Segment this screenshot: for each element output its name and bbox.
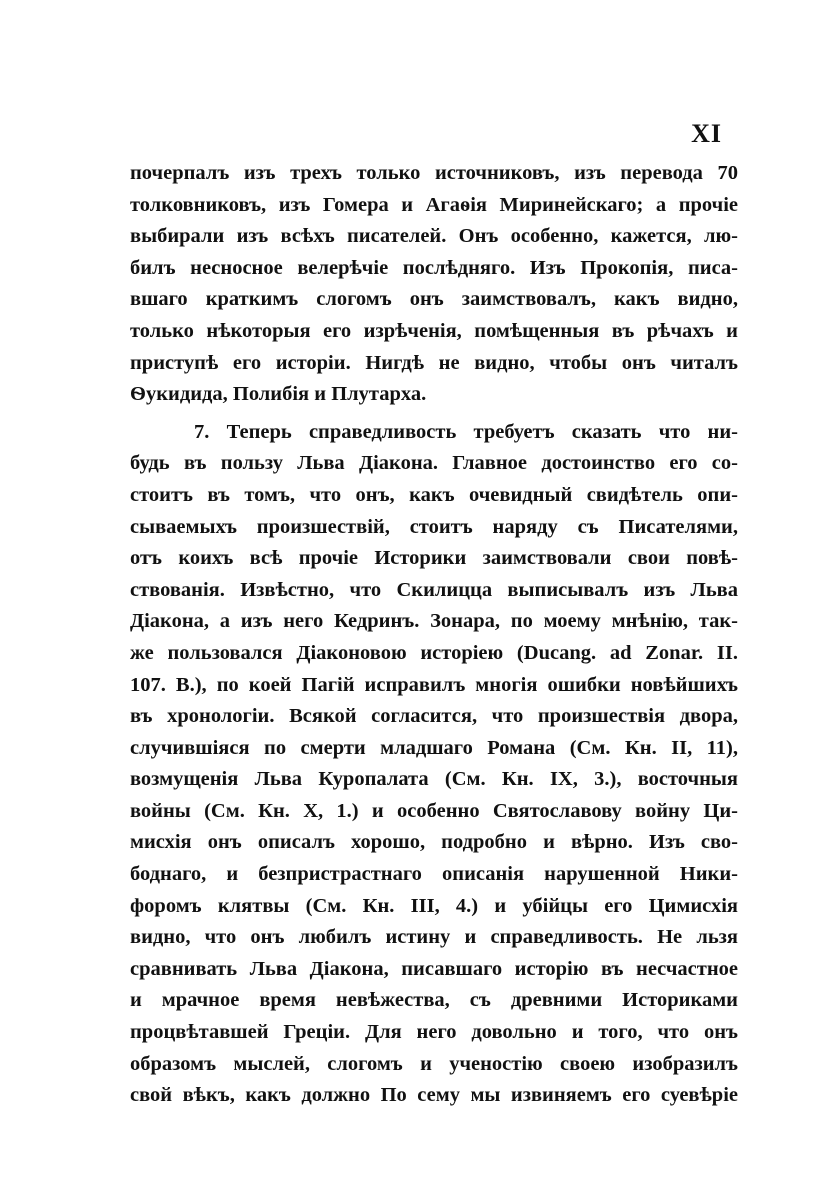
text-line: же пользовался Діаконовою исторіею (Ducang. ad Zonar. II. bbox=[130, 641, 738, 664]
text-line: мисхія онъ описалъ хорошо, подробно и вѣрно. Изъ сво- bbox=[130, 831, 738, 854]
text-line: билъ несносное велерѣчіе послѣдняго. Изъ Прокопія, писа- bbox=[130, 256, 738, 279]
body-text bbox=[130, 158, 738, 1112]
text-line: и мрачное время невѣжества, съ древними Историками bbox=[130, 989, 738, 1012]
text-line: войны (См. Кн. X, 1.) и особенно Святославову войну Ци- bbox=[130, 799, 738, 822]
paragraph-1 bbox=[130, 158, 738, 411]
text-line: только нѣкоторыя его изрѣченія, помѣщенныя въ рѣчахъ и bbox=[130, 319, 738, 342]
text-line: отъ коихъ всѣ прочіе Историки заимствовали свои повѣ- bbox=[130, 547, 738, 570]
text-line: возмущенія Льва Куропалата (См. Кн. IX, 3.), восточныя bbox=[130, 768, 738, 791]
text-line: свой вѣкъ, какъ должно По сему мы извиняемъ его суевѣріе bbox=[130, 1084, 738, 1107]
text-line: Ѳукидида, Полибія и Плутарха. bbox=[130, 383, 427, 406]
text-line: 7. Теперь справедливость требуетъ сказать что ни- bbox=[194, 420, 738, 443]
page-number: XI bbox=[691, 119, 722, 148]
text-line: боднаго, и безпристрастнаго описанія нарушенной Ники- bbox=[130, 863, 738, 886]
text-line: почерпалъ изъ трехъ только источниковъ, изъ перевода 70 bbox=[130, 162, 738, 184]
text-line: будь въ пользу Льва Діакона. Главное достоинство его со- bbox=[130, 452, 738, 475]
text-line: въ хронологіи. Всякой согласится, что произшествія двора, bbox=[130, 705, 738, 728]
text-line: форомъ клятвы (См. Кн. III, 4.) и убійцы его Цимисхія bbox=[130, 894, 738, 917]
text-line: 107. B.), по коей Пагій исправилъ многія ошибки новѣйшихъ bbox=[130, 673, 738, 696]
text-line: образомъ мыслей, слогомъ и ученостію своею изобразилъ bbox=[130, 1052, 738, 1075]
text-line: сравнивать Льва Діакона, писавшаго исторію въ несчастное bbox=[130, 957, 738, 980]
text-line: ствованія. Извѣстно, что Скилицца выписывалъ изъ Льва bbox=[130, 578, 738, 601]
text-line: толковниковъ, изъ Гомера и Агаѳія Миринейскаго; а прочіе bbox=[130, 193, 738, 216]
text-line: приступѣ его исторіи. Нигдѣ не видно, чтобы онъ читалъ bbox=[130, 351, 738, 374]
text-line: процвѣтавшей Греціи. Для него довольно и того, что онъ bbox=[130, 1021, 738, 1044]
text-line: выбирали изъ всѣхъ писателей. Онъ особенно, кажется, лю- bbox=[130, 225, 738, 248]
text-line: стоитъ въ томъ, что онъ, какъ очевидный свидѣтель опи- bbox=[130, 483, 738, 506]
text-line: видно, что онъ любилъ истину и справедливость. Не льзя bbox=[130, 926, 738, 949]
text-line: сываемыхъ произшествій, стоитъ наряду съ Писателями, bbox=[130, 515, 738, 538]
text-line: случившіяся по смерти младшаго Романа (См. Кн. II, 11), bbox=[130, 736, 738, 759]
paragraph-2 bbox=[130, 417, 738, 1112]
text-line: Діакона, а изъ него Кедринъ. Зонара, по моему мнѣнію, так- bbox=[130, 610, 738, 633]
text-line: вшаго краткимъ слогомъ онъ заимствовалъ, какъ видно, bbox=[130, 288, 738, 311]
